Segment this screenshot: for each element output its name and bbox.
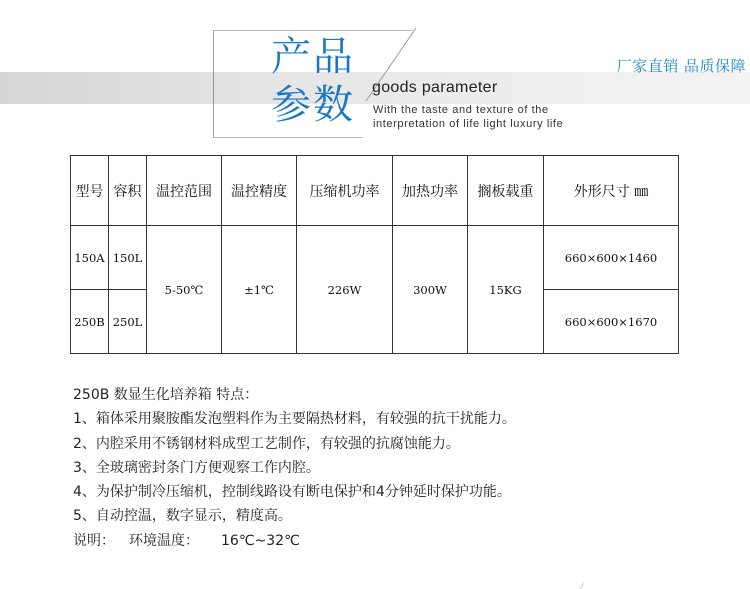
subtitle-line-1: With the taste and texture of the <box>373 104 549 116</box>
col-header-shelf-load: 搁板载重 <box>468 156 544 226</box>
col-header-volume: 容积 <box>109 156 147 226</box>
spec-table <box>70 155 679 354</box>
cell-dimensions: 660×600×1670 <box>544 290 679 354</box>
col-header-model: 型号 <box>71 156 109 226</box>
cell-compressor-power: 226W <box>297 226 393 354</box>
cell-shelf-load: 15KG <box>468 226 544 354</box>
feature-item: 1、箱体采用聚胺酯发泡塑料作为主要隔热材料，有较强的抗干扰能力。 <box>73 411 516 428</box>
features-section <box>73 383 743 553</box>
page-title-en: goods parameter <box>372 79 498 96</box>
cell-volume: 150L <box>109 226 147 290</box>
cell-dimensions: 660×600×1460 <box>544 226 679 290</box>
note-value: 16℃~32℃ <box>221 532 300 549</box>
table-row <box>71 226 679 290</box>
features-heading: 250B 数显生化培养箱 特点： <box>73 387 259 403</box>
feature-item: 4、为保护制冷压缩机，控制线路设有断电保护和4分钟延时保护功能。 <box>73 484 511 501</box>
col-header-temp-range: 温控范围 <box>147 156 222 226</box>
page-title-cn <box>271 33 365 129</box>
page-subtitle <box>373 103 603 131</box>
col-header-compressor-power: 压缩机功率 <box>297 156 393 226</box>
page-title-line-1: 产品 <box>271 34 355 80</box>
col-header-heating-power: 加热功率 <box>393 156 468 226</box>
feature-item: 2、内腔采用不锈钢材料成型工艺制作，有较强的抗腐蚀能力。 <box>73 435 460 452</box>
note-label: 说明： <box>73 532 115 549</box>
environment-note <box>73 529 743 553</box>
feature-item: 5、自动控温，数字显示，精度高。 <box>73 508 292 525</box>
cell-model: 250B <box>71 290 109 354</box>
col-header-dimensions: 外形尺寸 ㎜ <box>544 156 679 226</box>
cell-heating-power: 300W <box>393 226 468 354</box>
cell-temp-range: 5-50℃ <box>147 226 222 354</box>
cell-temp-precision: ±1℃ <box>222 226 297 354</box>
note-key: 环境温度： <box>129 532 199 549</box>
page-title-line-2: 参数 <box>271 82 355 128</box>
table-header-row <box>71 156 679 226</box>
cell-model: 150A <box>71 226 109 290</box>
feature-item: 3、全玻璃密封条门方便观察工作内腔。 <box>73 459 320 476</box>
brand-slogan: 厂家直销 品质保障 <box>616 57 746 75</box>
cell-volume: 250L <box>109 290 147 354</box>
col-header-temp-precision: 温控精度 <box>222 156 297 226</box>
subtitle-line-2: interpretation of life light luxury life <box>373 118 564 130</box>
